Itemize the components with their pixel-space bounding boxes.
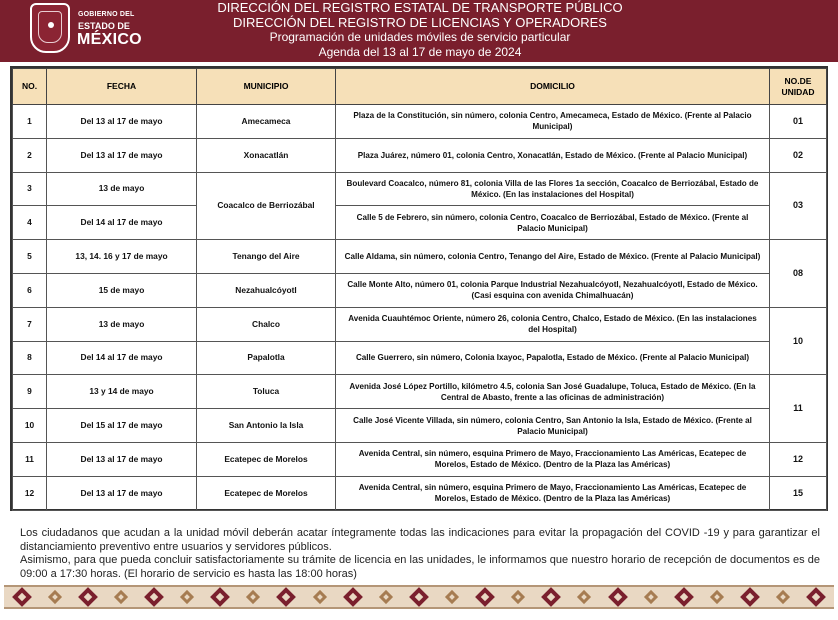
cell-fecha: Del 13 al 17 de mayo [47,138,197,172]
cell-municipio: Ecatepec de Morelos [197,476,336,510]
cell-fecha: Del 13 al 17 de mayo [47,476,197,510]
cell-domicilio: Avenida José López Portillo, kilómetro 4.5, colonia San José Guadalupe, Toluca, Estado de México. (En la Central de Abasto, frente a las oficinas de administración) [336,375,770,409]
ornament-icon [246,590,260,604]
cell-no: 3 [13,172,47,206]
ornament-icon [277,587,297,607]
ornament-icon [806,587,826,607]
cell-fecha: Del 14 al 17 de mayo [47,206,197,240]
cell-fecha: 13 y 14 de mayo [47,375,197,409]
schedule-table [12,68,827,511]
table-row [13,240,827,274]
cell-fecha: Del 15 al 17 de mayo [47,409,197,443]
cell-unidad: 11 [770,375,827,443]
cell-municipio: Papalotla [197,341,336,375]
page-header [0,0,838,62]
cell-fecha: Del 13 al 17 de mayo [47,105,197,139]
ornament-icon [511,590,525,604]
logo-line-1: GOBIERNO DEL [78,11,135,18]
header-titles [170,0,670,60]
ornament-icon [541,587,561,607]
cell-no: 11 [13,442,47,476]
cell-no: 10 [13,409,47,443]
ornament-icon [144,587,164,607]
cell-municipio: Amecameca [197,105,336,139]
title-4: Agenda del 13 al 17 de mayo de 2024 [318,45,522,59]
table-row [13,476,827,510]
ornament-icon [740,587,760,607]
cell-no: 8 [13,341,47,375]
cell-domicilio: Plaza de la Constitución, sin número, colonia Centro, Amecameca, Estado de México. (Frente al Palacio Municipal) [336,105,770,139]
cell-no: 7 [13,307,47,341]
table-row [13,409,827,443]
logo-line-2: ESTADO DE [78,21,130,31]
gobierno-logo [30,3,150,55]
ornament-icon [776,590,790,604]
table-row [13,307,827,341]
cell-domicilio: Plaza Juárez, número 01, colonia Centro, Xonacatlán, Estado de México. (Frente al Palacio Municipal) [336,138,770,172]
col-header-fecha: FECHA [47,69,197,105]
cell-no: 1 [13,105,47,139]
cell-municipio: San Antonio la Isla [197,409,336,443]
cell-unidad: 02 [770,138,827,172]
cell-municipio: Toluca [197,375,336,409]
ornament-icon [114,590,128,604]
coat-of-arms-icon [30,3,70,53]
cell-no: 6 [13,273,47,307]
ornament-icon [379,590,393,604]
cell-domicilio: Avenida Central, sin número, esquina Primero de Mayo, Fraccionamiento Las Américas, Ecatepec de Morelos, Estado de México. (Dentro de la Plaza las Américas) [336,476,770,510]
cell-fecha: Del 13 al 17 de mayo [47,442,197,476]
cell-fecha: 13 de mayo [47,172,197,206]
ornament-icon [710,590,724,604]
ornament-icon [644,590,658,604]
cell-domicilio: Calle 5 de Febrero, sin número, colonia Centro, Coacalco de Berriozábal, Estado de México. (Frente al Palacio Municipal) [336,206,770,240]
schedule-table-wrapper [10,66,828,511]
cell-unidad: 08 [770,240,827,308]
table-row [13,105,827,139]
cell-domicilio: Calle Aldama, sin número, colonia Centro, Tenango del Aire, Estado de México. (Frente al Palacio Municipal) [336,240,770,274]
cell-unidad: 15 [770,476,827,510]
cell-domicilio: Boulevard Coacalco, número 81, colonia Villa de las Flores 1a sección, Coacalco de Berriozábal, Estado de México. (En las instalaciones del Hospital) [336,172,770,206]
cell-fecha: 13, 14. 16 y 17 de mayo [47,240,197,274]
table-row [13,341,827,375]
ornament-icon [445,590,459,604]
cell-fecha: 15 de mayo [47,273,197,307]
table-row [13,273,827,307]
footer-ornament-band [4,585,834,609]
ornament-icon [12,587,32,607]
ornament-icon [343,587,363,607]
table-row [13,138,827,172]
cell-municipio: Coacalco de Berriozábal [197,172,336,240]
cell-no: 9 [13,375,47,409]
cell-no: 5 [13,240,47,274]
note-covid: Los ciudadanos que acudan a la unidad móvil deberán acatar íntegramente todas las indicaciones para evitar la propagación del COVID -19 y para garantizar el distanciamiento preventivo entre usuarios y servidores públicos. [20,527,820,553]
ornament-icon [210,587,230,607]
ornament-icon [608,587,628,607]
ornament-icon [312,590,326,604]
cell-unidad: 12 [770,442,827,476]
title-1: DIRECCIÓN DEL REGISTRO ESTATAL DE TRANSPORTE PÚBLICO [217,0,623,15]
title-3: Programación de unidades móviles de servicio particular [269,30,571,44]
table-row [13,442,827,476]
note-schedule: Asimismo, para que pueda concluir satisfactoriamente su trámite de licencia en las unidades, le informamos que nuestro horario de recepción de documentos es de 09:00 a 17:30 horas. (El horario de servicio es hasta las 18:00 horas) [20,554,820,580]
table-row [13,375,827,409]
ornament-icon [674,587,694,607]
cell-municipio: Chalco [197,307,336,341]
table-row [13,206,827,240]
col-header-unidad: NO.DE UNIDAD [770,69,827,105]
col-header-no: NO. [13,69,47,105]
cell-no: 12 [13,476,47,510]
cell-domicilio: Avenida Cuauhtémoc Oriente, número 26, colonia Centro, Chalco, Estado de México. (En las instalaciones del Hospital) [336,307,770,341]
notes-section [20,527,820,581]
cell-municipio: Nezahualcóyotl [197,273,336,307]
ornament-icon [180,590,194,604]
col-header-municipio: MUNICIPIO [197,69,336,105]
ornament-icon [78,587,98,607]
cell-unidad: 01 [770,105,827,139]
cell-domicilio: Calle José Vicente Villada, sin número, colonia Centro, San Antonio la Isla, Estado de México. (Frente al Palacio Municipal) [336,409,770,443]
cell-fecha: 13 de mayo [47,307,197,341]
table-header-row [13,69,827,105]
ornament-icon [48,590,62,604]
cell-domicilio: Calle Guerrero, sin número, Colonia Ixayoc, Papalotla, Estado de México. (Frente al Palacio Municipal) [336,341,770,375]
ornament-icon [409,587,429,607]
cell-domicilio: Calle Monte Alto, número 01, colonia Parque Industrial Nezahualcóyotl, Nezahualcóyotl, Estado de México. (Casi esquina con avenida Chimalhuacán) [336,273,770,307]
ornament-icon [577,590,591,604]
cell-municipio: Tenango del Aire [197,240,336,274]
cell-fecha: Del 14 al 17 de mayo [47,341,197,375]
logo-line-3: MÉXICO [77,31,142,48]
cell-municipio: Ecatepec de Morelos [197,442,336,476]
title-2: DIRECCIÓN DEL REGISTRO DE LICENCIAS Y OPERADORES [233,15,607,30]
cell-no: 4 [13,206,47,240]
table-row [13,172,827,206]
cell-unidad: 10 [770,307,827,375]
cell-no: 2 [13,138,47,172]
cell-municipio: Xonacatlán [197,138,336,172]
cell-domicilio: Avenida Central, sin número, esquina Primero de Mayo, Fraccionamiento Las Américas, Ecatepec de Morelos, Estado de México. (Dentro de la Plaza las Américas) [336,442,770,476]
col-header-domicilio: DOMICILIO [336,69,770,105]
ornament-icon [475,587,495,607]
cell-unidad: 03 [770,172,827,240]
